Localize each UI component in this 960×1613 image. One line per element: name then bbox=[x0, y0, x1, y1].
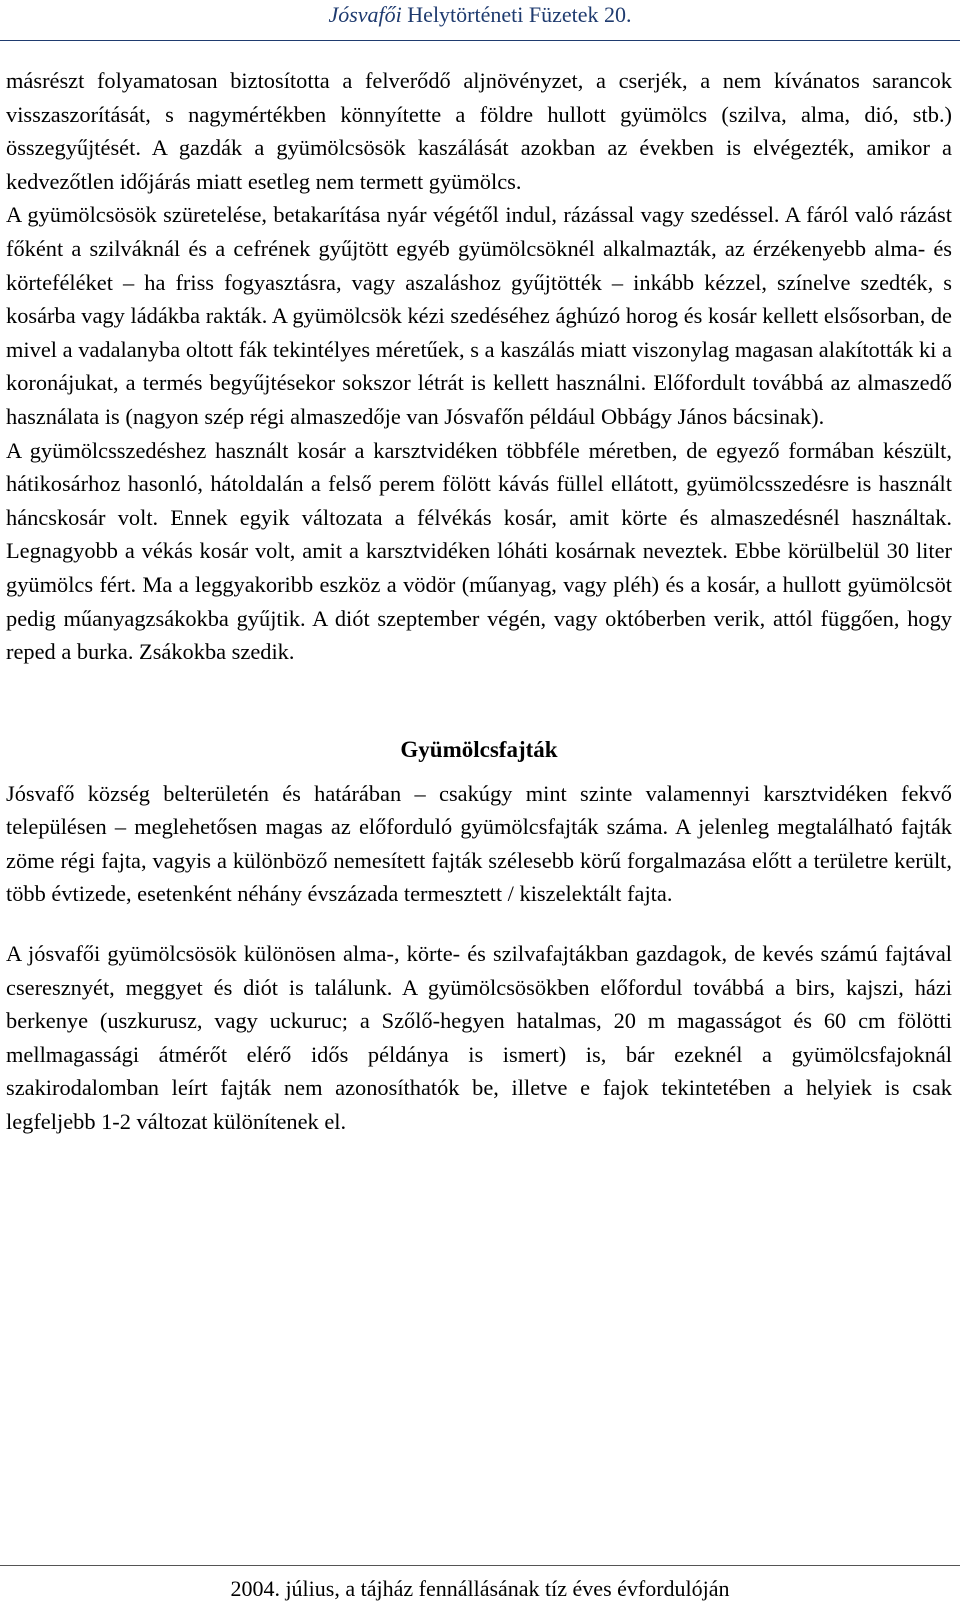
section-heading: Gyümölcsfajták bbox=[400, 736, 558, 762]
header-title-italic: Jósvafői bbox=[328, 2, 402, 27]
paragraph: A gyümölcsszedéshez használt kosár a karsztvidéken többféle méretben, de egyező formában készült, hátikosárhoz hasonló, hátoldalán a felső perem fölött kávás füllel ellátott, gyümölcsszedésre is használt háncskosár volt. Ennek egyik változata a félvékás kosár, amit körte és almaszedésnél használtak. Legnagyobb a vékás kosár volt, amit a karsztvidéken lóháti kosárnak neveztek. Ebbe körülbelül 30 liter gyümölcs fért. Ma a leggyakoribb eszköz a vödör (műanyag, vagy pléh) és a kosár, a hullott gyümölcsöt pedig műanyagzsákokba gyűjtik. A diót szeptember végén, vagy októberben verik, attól függően, hogy reped a burka. Zsákokba szedik. bbox=[6, 437, 952, 665]
paragraph: A jósvafői gyümölcsösök különösen alma-, körte- és szilvafajtákban gazdagok, de kevés számú fajtával cseresznyét, meggyet és diót is találunk. A gyümölcsösökben előfordul továbbá a birs, kajszi, házi berkenye (uszkurusz, vagy uckuruc; a Szőlő-hegyen hatalmas, 20 m magasságot és 60 cm fölötti mellmagassági átmérőt elérő idős példánya is ismert) is, bár ezeknél a gyümölcsfajoknál szakirodalomban leírt fajták nem azonosíthatók be, illetve e fajok tekintetében a helyiek is csak legfeljebb 1-2 változat különítenek el. bbox=[6, 941, 952, 1135]
page-body bbox=[6, 64, 952, 1139]
page-footer bbox=[0, 1565, 960, 1610]
header-title-rest: Helytörténeti Füzetek 20. bbox=[401, 2, 632, 27]
paragraph: A gyümölcsösök szüretelése, betakarítása nyár végétől indul, rázással vagy szedéssel. A fáról való rázást főként a szilváknál és a cefrének gyűjtött egyéb gyümölcsöknél alkalmazták, az érzékenyebb alma- és körteféléket – ha friss fogyasztásra, vagy aszaláshoz gyűjtötték – inkább kézzel, színelve szedték, s kosárba vagy ládákba rakták. A gyümölcsök kézi szedéséhez ághúzó horog és kosár kellett elsősorban, de mivel a vadalanyba oltott fák tekintélyes méretűek, s a kaszálás miatt viszonylag magasan alakították ki a koronájukat, a termés begyűjtésekor sokszor létrát is kellett használni. Előfordult továbbá az almaszedő használata is (nagyon szép régi almaszedője van Jósvafőn például Obbágy János bácsinak). bbox=[6, 202, 952, 429]
paragraph: Jósvafő község belterületén és határában – csakúgy mint szinte valamennyi karsztvidéken fekvő településen – meglehetősen magas az előforduló gyümölcsfajták száma. A jelenleg megtalálható fajták zöme régi fajta, vagyis a különböző nemesített fajták szélesebb körű forgalmazása előtt a területre került, több évtizede, esetenként néhány évszázada termesztett / kiszelektált fajta. bbox=[6, 780, 952, 907]
running-header bbox=[0, 0, 960, 41]
footer-text: 2004. július, a tájház fennállásának tíz éves évfordulóján bbox=[230, 1576, 730, 1601]
paragraph: másrészt folyamatosan biztosította a felverődő aljnövényzet, a cserjék, a nem kívánatos sarancok visszaszorítását, s nagymértékben könnyítette a földre hullott gyümölcs (szilva, alma, dió, stb.) összegyűjtését. A gazdák a gyümölcsösök kaszálását azokban az években is elvégezték, amikor a kedvezőtlen időjárás miatt esetleg nem termett gyümölcs. bbox=[6, 68, 952, 194]
